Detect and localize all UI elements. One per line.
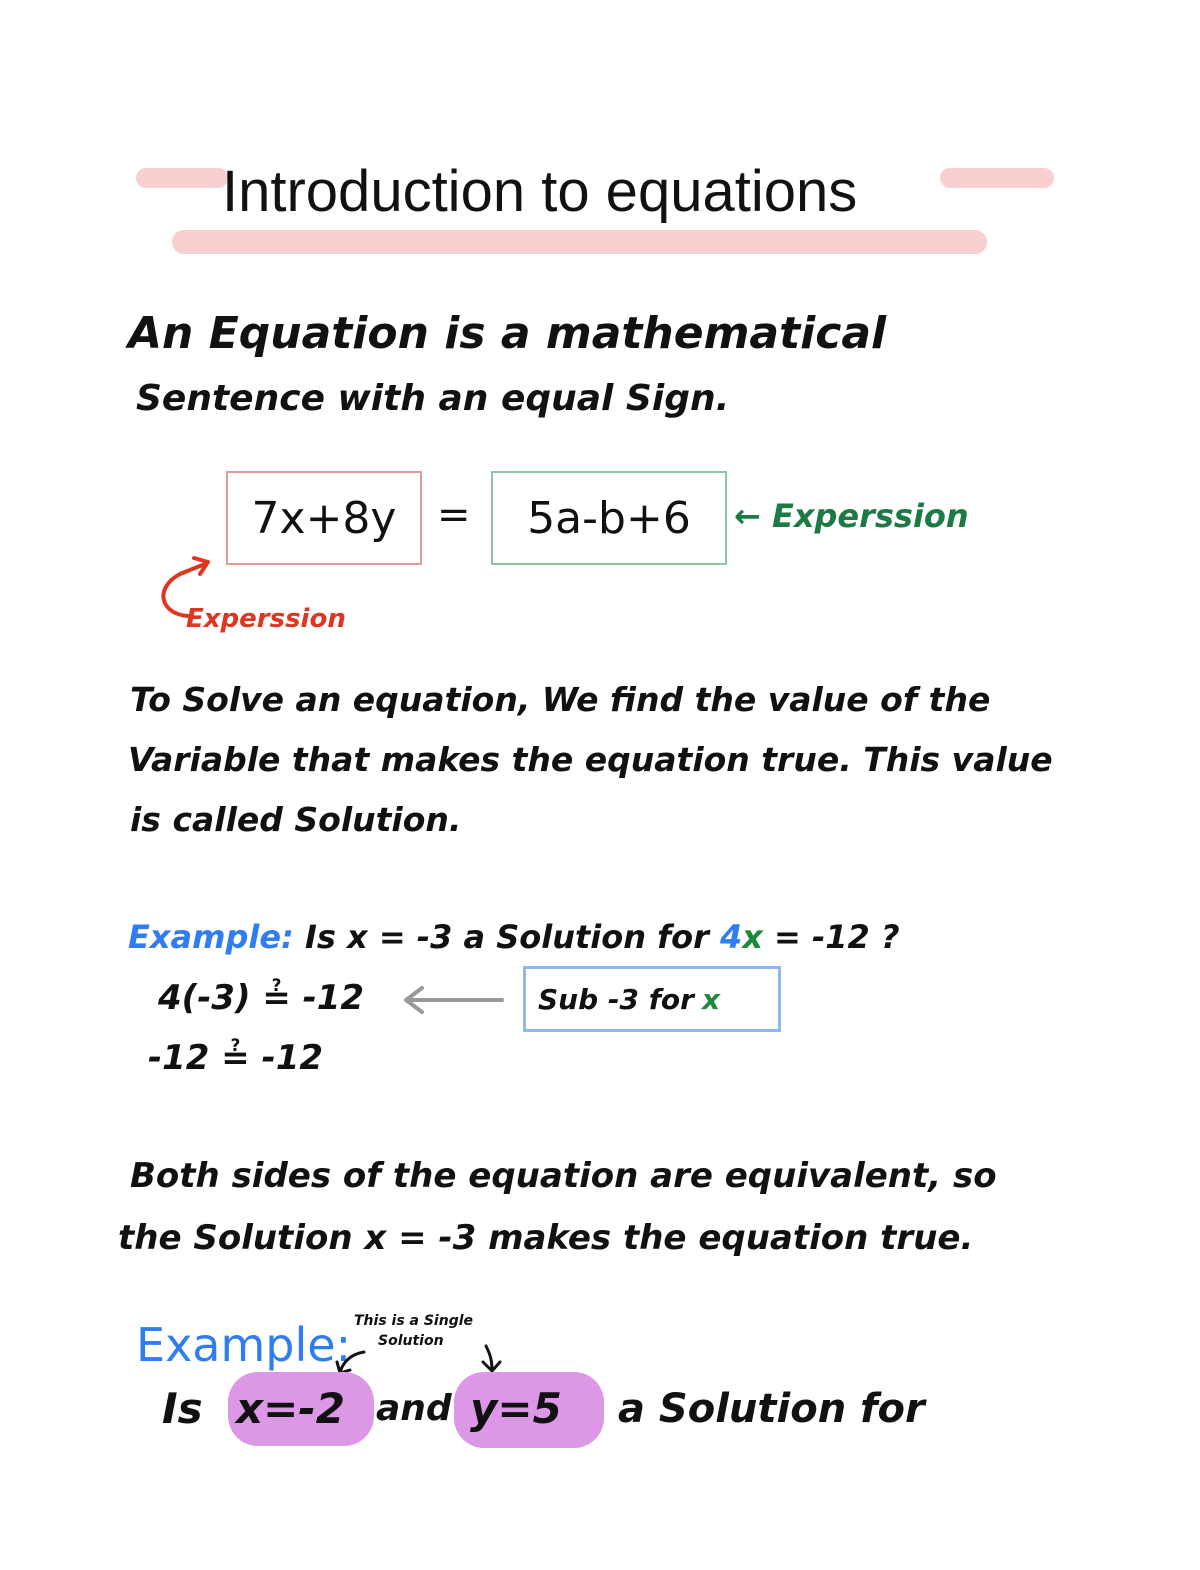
example-2-word-and: and bbox=[376, 1388, 452, 1429]
title-underline-highlight bbox=[172, 230, 987, 254]
page-title: Introduction to equations bbox=[222, 159, 858, 224]
definition-line-2: Sentence with an equal Sign. bbox=[136, 378, 730, 419]
example-1-question bbox=[128, 918, 900, 956]
substitution-note-var: x bbox=[701, 982, 721, 1016]
conclusion-line-2: the Solution x = -3 makes the equation true. bbox=[118, 1218, 974, 1258]
equals-sign: = bbox=[437, 492, 471, 538]
title-highlight-left bbox=[136, 168, 228, 188]
right-expression-box: 5a-b+6 bbox=[491, 471, 727, 565]
single-solution-annotation-line-1: This is a Single bbox=[354, 1313, 474, 1329]
example-2-tail: a Solution for bbox=[618, 1386, 925, 1432]
solve-text-line-3: is called Solution. bbox=[130, 800, 462, 839]
example-2-word-is: Is bbox=[162, 1384, 203, 1433]
example-1-question-suffix: = -12 ? bbox=[762, 918, 900, 956]
example-1-label: Example: bbox=[128, 918, 294, 956]
example-2-x-value: x=-2 bbox=[236, 1384, 345, 1433]
example-2-label: Example: bbox=[136, 1318, 352, 1372]
single-solution-annotation-line-2: Solution bbox=[378, 1333, 444, 1349]
substitution-note bbox=[523, 966, 781, 1032]
left-arrow-icon bbox=[400, 985, 505, 1015]
solve-text-line-2: Variable that makes the equation true. This value bbox=[128, 740, 1053, 779]
example-2-y-value: y=5 bbox=[470, 1384, 562, 1433]
example-1-step-1: 4(-3) ≟ -12 bbox=[158, 978, 365, 1018]
substitution-note-prefix: Sub -3 for bbox=[538, 982, 694, 1016]
title-highlight-right bbox=[940, 168, 1054, 188]
left-expression-label: Experssion bbox=[186, 604, 346, 634]
solve-text-line-1: To Solve an equation, We find the value of the bbox=[130, 680, 991, 719]
example-1-step-2: -12 ≟ -12 bbox=[148, 1038, 324, 1078]
definition-line-1: An Equation is a mathematical bbox=[128, 308, 887, 359]
annotation-arrow-right-icon bbox=[478, 1342, 508, 1376]
conclusion-line-1: Both sides of the equation are equivalent, so bbox=[130, 1156, 997, 1196]
left-expression-box: 7x+8y bbox=[226, 471, 422, 565]
example-1-question-coef: 4 bbox=[719, 918, 743, 956]
right-expression-label: ← Experssion bbox=[734, 497, 969, 535]
example-1-question-var: x bbox=[742, 918, 763, 956]
example-1-question-prefix: Is x = -3 a Solution for bbox=[304, 918, 720, 956]
